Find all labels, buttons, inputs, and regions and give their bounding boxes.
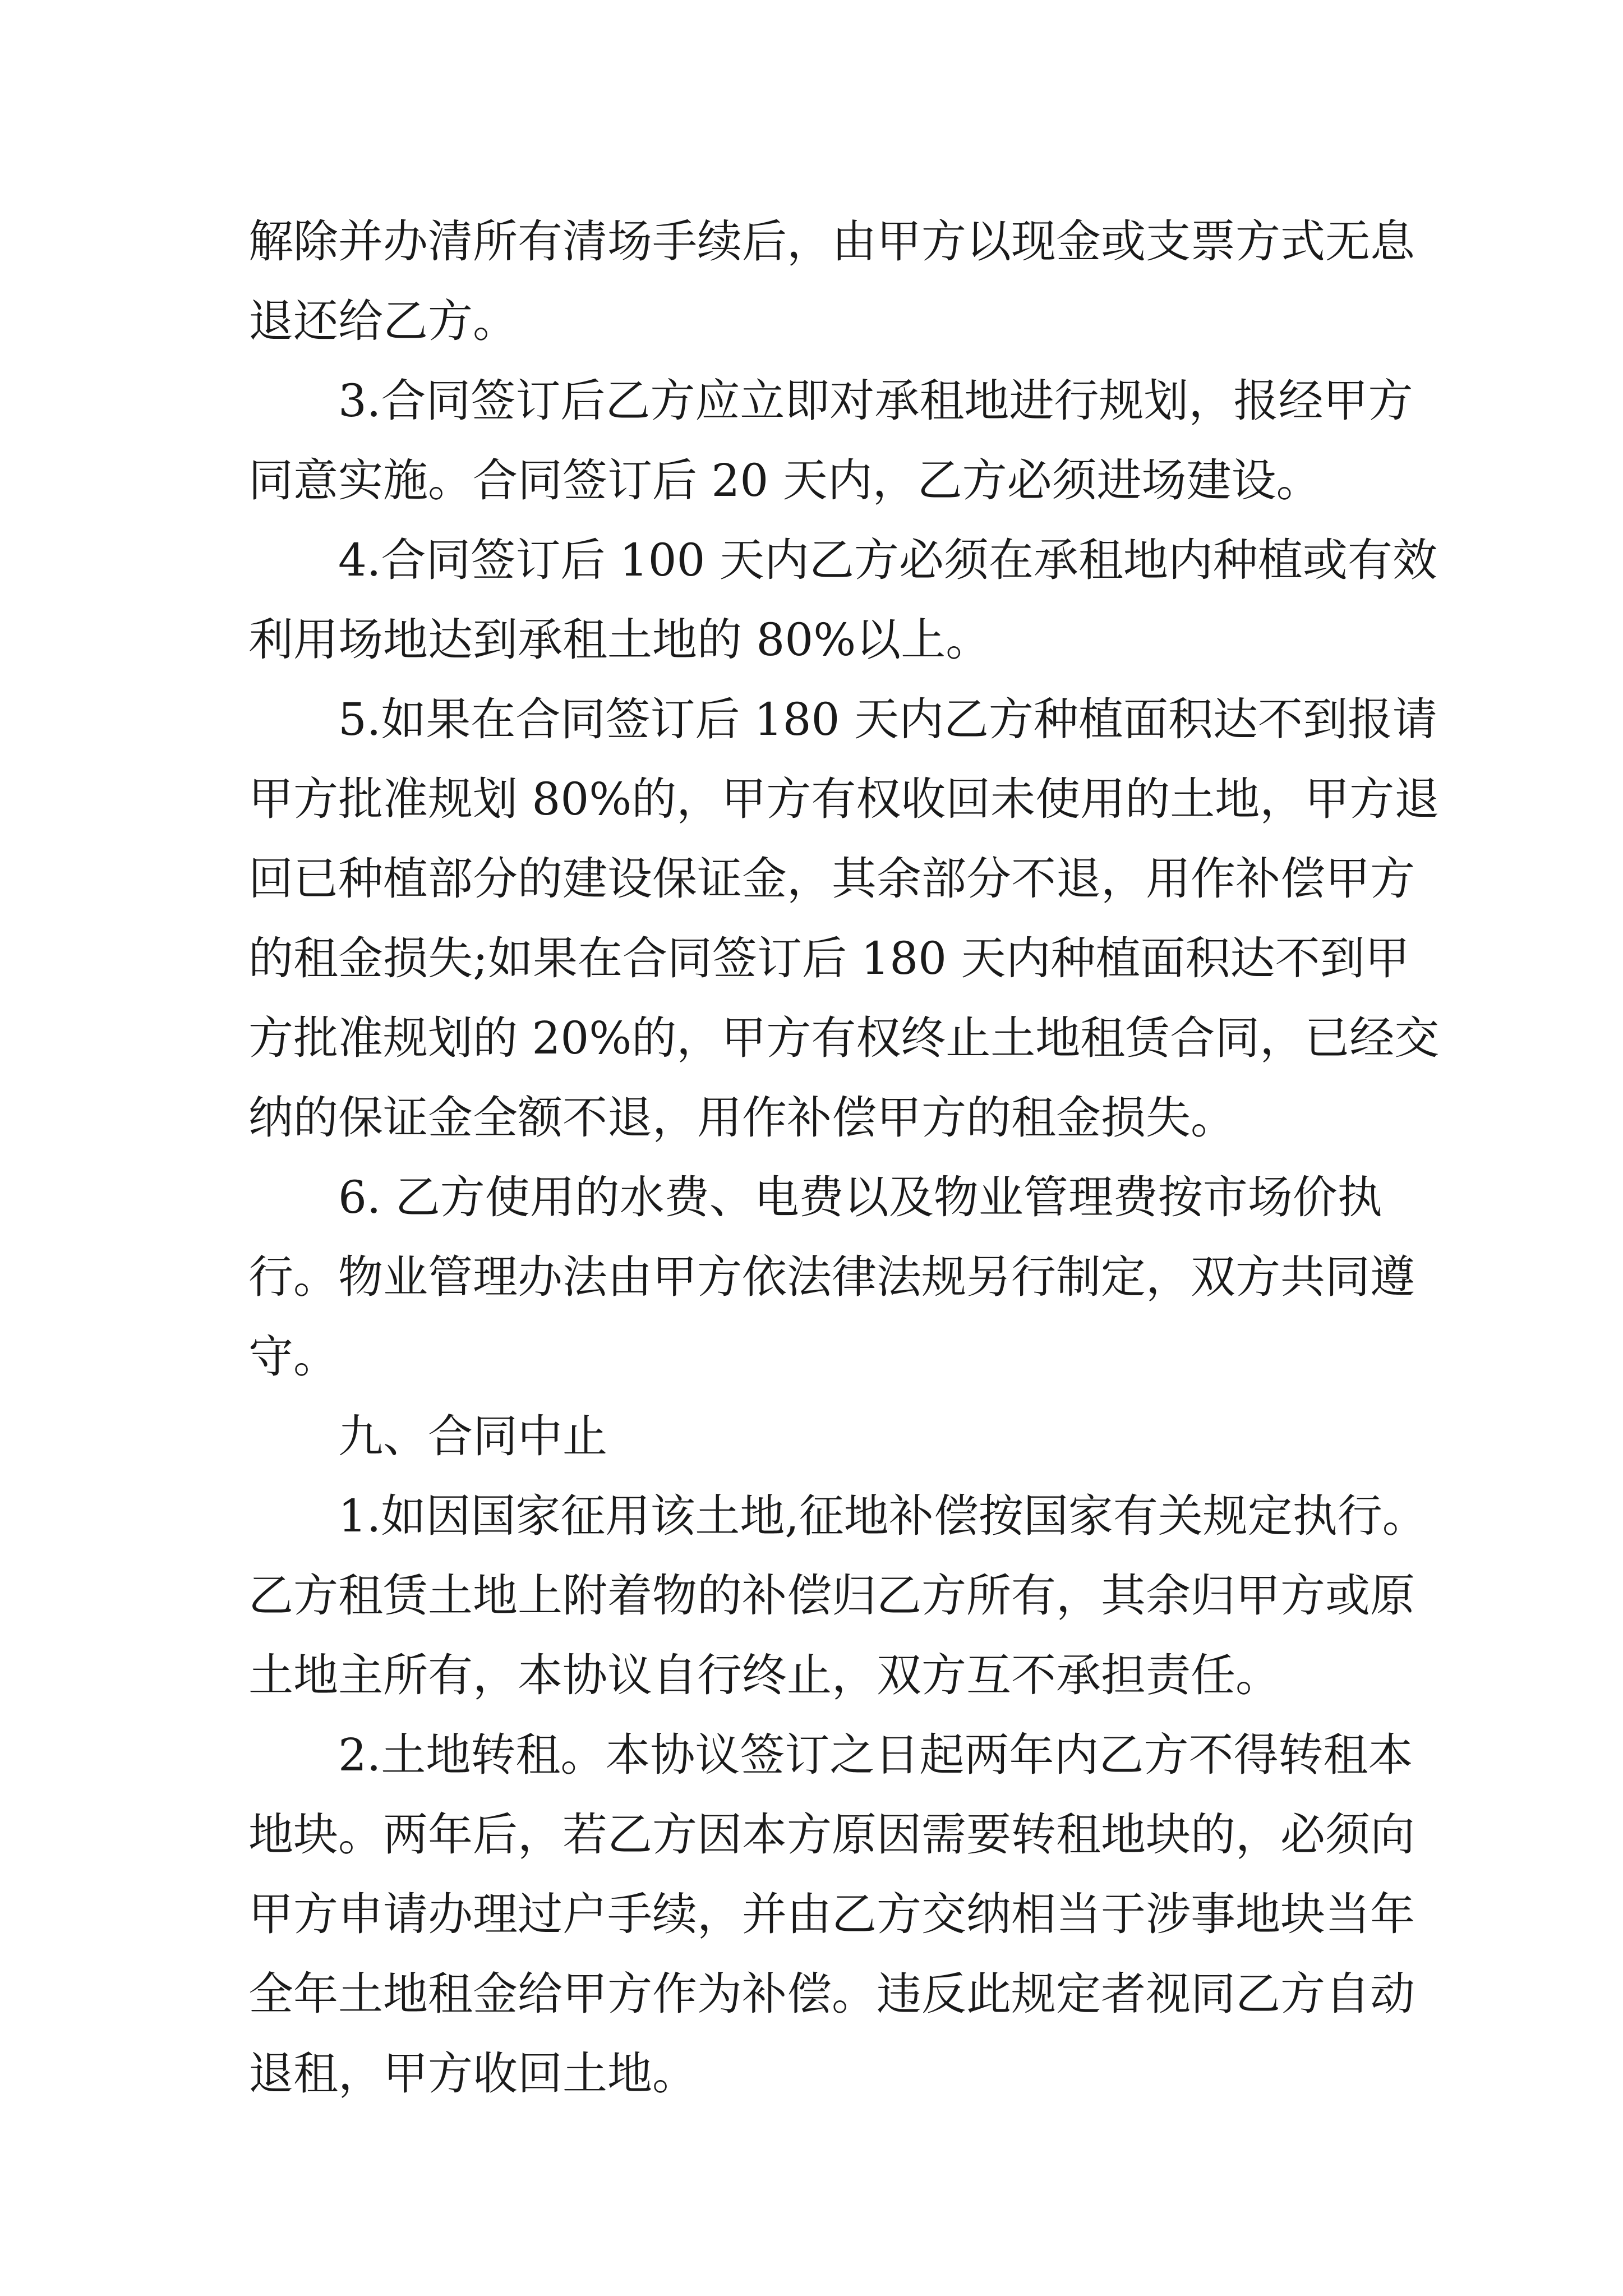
paragraph-4-start: 4.合同签订后 100 天内乙方必须在承租地内种植或有效 [338,534,1437,586]
text-line: 土地主所有，本协议自行终止，双方互不承担责任。 [248,1649,1280,1701]
text-line: 退还给乙方。 [248,295,518,347]
text-line: 纳的保证金全额不退，用作补偿甲方的租金损失。 [248,1092,1235,1144]
text-line: 退租，甲方收回土地。 [248,2047,697,2100]
document-body [248,202,1440,2114]
text-line: 全年土地租金给甲方作为补偿。违反此规定者视同乙方自动 [248,1968,1415,2020]
paragraph-2-start: 2.土地转租。本协议签订之日起两年内乙方不得转租本 [338,1729,1413,1781]
paragraph-1-start: 1.如因国家征用该土地,征地补偿按国家有关规定执行。 [338,1490,1427,1542]
text-line: 利用场地达到承租土地的 80%以上。 [248,614,991,666]
text-line: 的租金损失;如果在合同签订后 180 天内种植面积达不到甲 [248,932,1410,984]
text-line: 同意实施。合同签订后 20 天内，乙方必须进场建设。 [248,454,1321,507]
paragraph-6-start: 6. 乙方使用的水费、电费以及物业管理费按市场价执 [338,1171,1382,1223]
text-line: 解除并办清所有清场手续后，由甲方以现金或支票方式无息 [248,215,1415,268]
text-line: 守。 [248,1331,338,1383]
text-line: 乙方租赁土地上附着物的补偿归乙方所有，其余归甲方或原 [248,1570,1415,1622]
paragraph-3-start: 3.合同签订后乙方应立即对承租地进行规划，报经甲方 [338,375,1413,427]
text-line: 回已种植部分的建设保证金，其余部分不退，用作补偿甲方 [248,853,1415,905]
text-line: 地块。两年后，若乙方因本方原因需要转租地块的，必须向 [248,1809,1415,1861]
text-line: 行。物业管理办法由甲方依法律法规另行制定，双方共同遵 [248,1251,1415,1303]
text-line: 甲方申请办理过户手续，并由乙方交纳相当于涉事地块当年 [248,1888,1415,1940]
text-line: 方批准规划的 20%的，甲方有权终止土地租赁合同，已经交 [248,1012,1440,1064]
section-heading: 九、合同中止 [338,1410,607,1462]
text-line: 甲方批准规划 80%的，甲方有权收回未使用的土地，甲方退 [248,773,1440,825]
paragraph-5-start: 5.如果在合同签订后 180 天内乙方种植面积达不到报请 [338,693,1437,746]
